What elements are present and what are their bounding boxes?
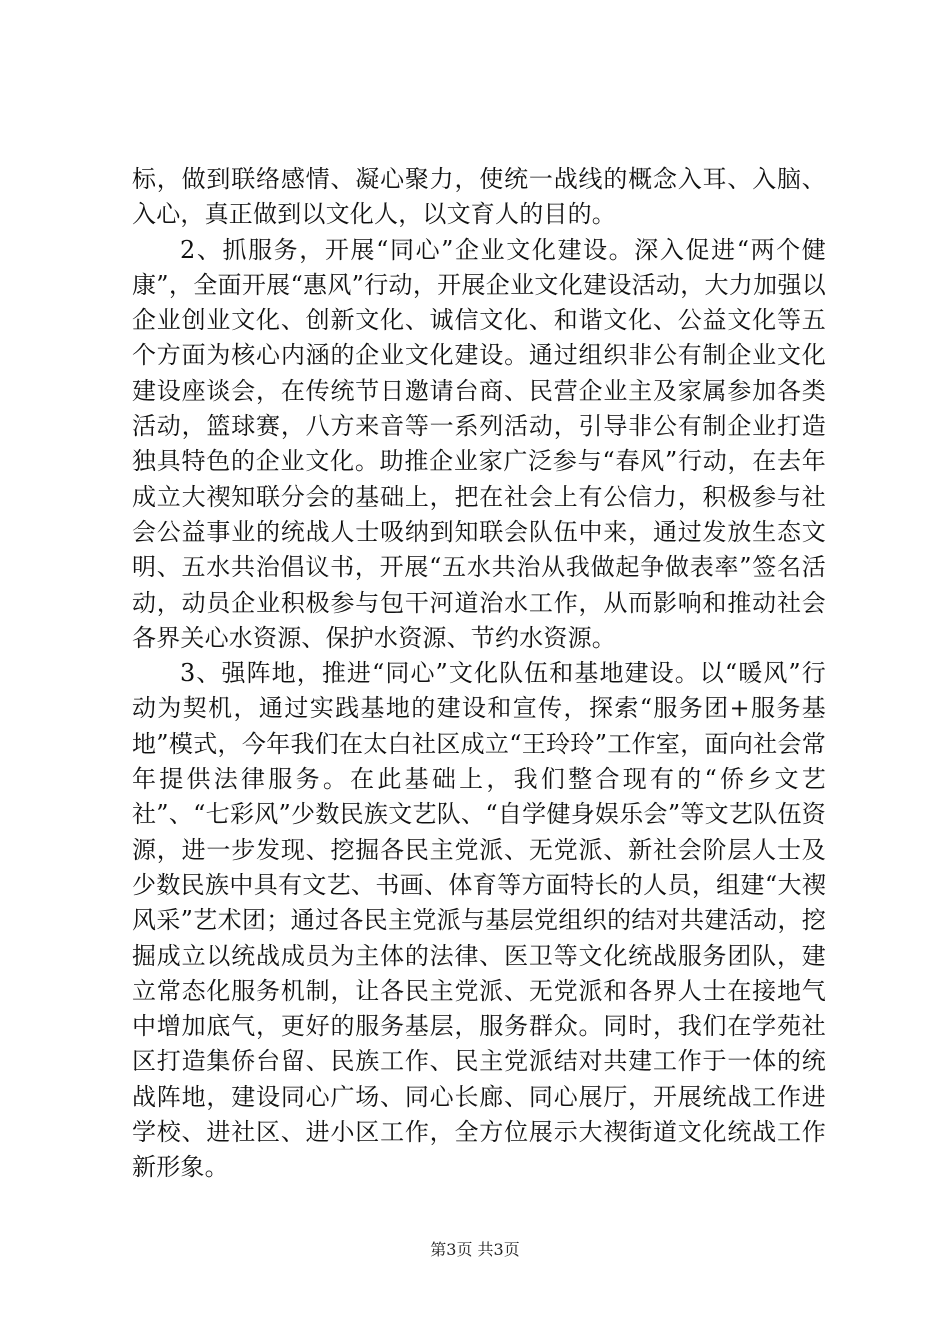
paragraph-service-enterprise-culture: 2、抓服务，开展“同心”企业文化建设。深入促进“两个健康”，全面开展“惠风”行动，开展企业文化建设活动，大力加强以企业创业文化、创新文化、诚信文化、和谐文化、公益文化等五个方面为核心内涵的企业文化建设。通过组织非公有制企业文化建设座谈会，在传统节日邀请台商、民营企业主及家属参加各类活动，篮球赛，八方来音等一系列活动，引导非公有制企业打造独具特色的企业文化。助推企业家广泛参与“春风”行动，在去年成立大禊知联分会的基础上，把在社会上有公信力，积极参与社会公益事业的统战人士吸纳到知联会队伍中来，通过发放生态文明、五水共治倡议书，开展“五水共治从我做起争做表率”签名活动，动员企业积极参与包干河道治水工作，从而影响和推动社会各界关心水资源、保护水资源、节约水资源。 [132,235,826,652]
document-body [132,162,826,1186]
paragraph-team-base-building: 3、强阵地，推进“同心”文化队伍和基地建设。以“暖风”行动为契机，通过实践基地的建设和宣传，探索“服务团+服务基地”模式，今年我们在太白社区成立“王玲玲”工作室，面向社会常年提供法律服务。在此基础上，我们整合现有的“侨乡文艺社”、“七彩风”少数民族文艺队、“自学健身娱乐会”等文艺队伍资源，进一步发现、挖掘各民主党派、无党派、新社会阶层人士及少数民族中具有文艺、书画、体育等方面特长的人员，组建“大禊风采”艺术团；通过各民主党派与基层党组织的结对共建活动，挖掘成立以统战成员为主体的法律、医卫等文化统战服务团队，建立常态化服务机制，让各民主党派、无党派和各界人士在接地气中增加底气，更好的服务基层，服务群众。同时，我们在学苑社区打造集侨台留、民族工作、民主党派结对共建工作于一体的统战阵地，建设同心广场、同心长廊、同心展厅，开展统战工作进学校、进社区、进小区工作，全方位展示大禊街道文化统战工作新形象。 [132,659,826,1182]
page-number-footer: 第3页 共3页 [430,1240,520,1259]
paragraph-continuation: 标，做到联络感情、凝心聚力，使统一战线的概念入耳、入脑、入心，真正做到以文化人，以文育人的目的。 [132,165,826,229]
